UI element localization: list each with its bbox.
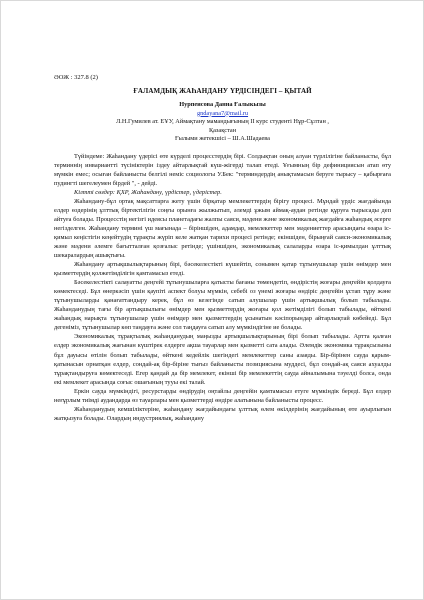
affiliation-line-2: Қазақстан xyxy=(208,126,237,134)
body-paragraph: Бәсекелестікті салауатты деңгейі тұтынушыларға қатысты бағаны төмендетіп, өндірістің жоғары деңгейін қолдауға көмектеседі. Бұл өнеркәсіп үшін қаупіті аспект болуы мүмкін, себебі оз үнемі жоғары өндіріс деңгейін ұстап тұру және тұтынушыларды қанағаттандыру керек, бұл өз кезегінде сатып алушылар үшін артықшылық болып табылады. Жаһанданудың тағы бір артықшылығы өнімдер мен қызметтердің жоғары қол жетімділігі болып табылады, өйткені жаһандық нарықта тұтынушылар үшін өнімдер мен қызметтердің ұсынатын кәсіпорындар айтарлықтай көбейеді. Бұл дегеніміз, тұтынушылар көп таңдауға және сол таңдауға сатып алу мүмкіндігіне ие болады. xyxy=(54,279,391,332)
body-paragraph: Экономикалық тұрақтылық жаһанданудың маңызды артықшылықтарының бірі болып табылады. Артта қалған елдер экономикалық жағынан күштірек елдерге ақша тауарлар мен қызметті сата алады. Әлемдік экономика тұрақсызыны бұл дауысы өтілін болып табылады, өйткені кедейлік шегіндегі мемлекеттер саны азаяды. Бір-бірінен сауда қарым-қатынасын орнатқан елдер, сондай-ақ бір-біріне тығыз байланысты позициясына муддесі, бұл сондай-ақ саяси ахуалды тұрақтандыруға көмектеседі. Егер қандай да бір мемлекет, екінші бір мемлекеттің сауда айналымына тәуелді болса, онда екі мемлекет арасында соғыс ошағының тууы екі талай. xyxy=(54,333,391,386)
keywords-paragraph: Кілтті сөздер: ҚХР, Жаһандану, үрдістер, үдерістер. xyxy=(74,188,222,196)
body-paragraph: Жаһандану-бұл ортақ мақсаттарға жету үшін бірқатар мемлекеттердің бірігу процесі. Мұндай үрдіс жағдайында елдер өздерінің ұлттық біртектілігін соңғы орынға жылжытып, әлемді ұжым аймақ-аудан ретінде құруға тырысады деп айтуға болады. Процесстің негізгі идеясы планетадағы жалпы саяси, мәдени және экономикалық жағдайға жаһандық әсерге негізделген. Жаһандану термині үш мағынада – біріншіден, адамдар, мемлекеттер мен мәдениеттер арасындағы өзара іс-қимыл кеңістігін кеңейтудің тұрақты жүріп келе жатқан тарихи процесі ретінде; екіншіден, бірыңғай саяси-экономикалық және мәдени әлемге бағытталған қозғалыс ретінде; үшіншіден, экономикалық салаларды өзара іс-қимылдан ұлттық шекаралардың ашықтығы. xyxy=(54,197,391,260)
udc-code: ӘОЖ : 327.8 (2) xyxy=(54,74,98,81)
author-email-link[interactable]: gndayana7@mail.ru xyxy=(196,109,249,117)
article-title: ҒАЛАМДЫҚ ЖАҺАНДАНУ ҮРДІСІНДЕГІ – ҚЫТАЙ xyxy=(133,87,312,95)
spacer xyxy=(54,144,391,152)
affiliation-line-1: Л.Н.Гумилев ат. ЕҰУ, Аймақтану мамандығының ІІ курс студенті Нұр-Сұлтан , xyxy=(115,118,329,125)
body-paragraph: Еркін сауда мүмкіндігі, ресурстарды өндірудің оңтайлы деңгейін қамтамасыз етуге мүмкіндік береді. Бұл елдер неғұрлым тиімді аудандарда өз тауарлары мен қызметтерді өндіре алатынына байланысты процесс. xyxy=(54,387,391,404)
body-paragraph: Жаһандану артықшылықтарының бірі, бәсекелестікті күшейтіп, сонымен қатар тұтынушылар үшін өнімдер мен қызметтердің қолжетімділігін қамтамасыз етеді. xyxy=(54,261,391,278)
body-paragraph: Жаһанданудың кемшіліктеріне, жаһандану жағдайындағы ұлттық өлем өкілдерінің жағдайының өте ауырлығын жатқызуға болады. Олардың индустриялық, жаһандану xyxy=(54,405,391,422)
author-name: Нурпеисова Данна Ғалыкызы xyxy=(179,101,266,108)
supervisor-line: Ғылыми жетекшісі – Ш.А.Шадаева xyxy=(175,135,270,142)
abstract-paragraph: Түйіндеме: Жаһандану үдерісі өте күрделі процесстердің бірі. Солдықтан оның алуан түрлілігіне байланысты, бұл терминнің инвариантті түсініктерін іздеу айтарлықтай күш-жігерді талап етеді. Ұғымның бір дефинициясын атап өту мүмкін емес; осыған байланысты белгілі неміс социологы У.Бек: "терминдердің анықтамасын беруге тырысу – қабырғаға пудингті шегелеумен бірдей ", - дейді. xyxy=(54,152,391,187)
